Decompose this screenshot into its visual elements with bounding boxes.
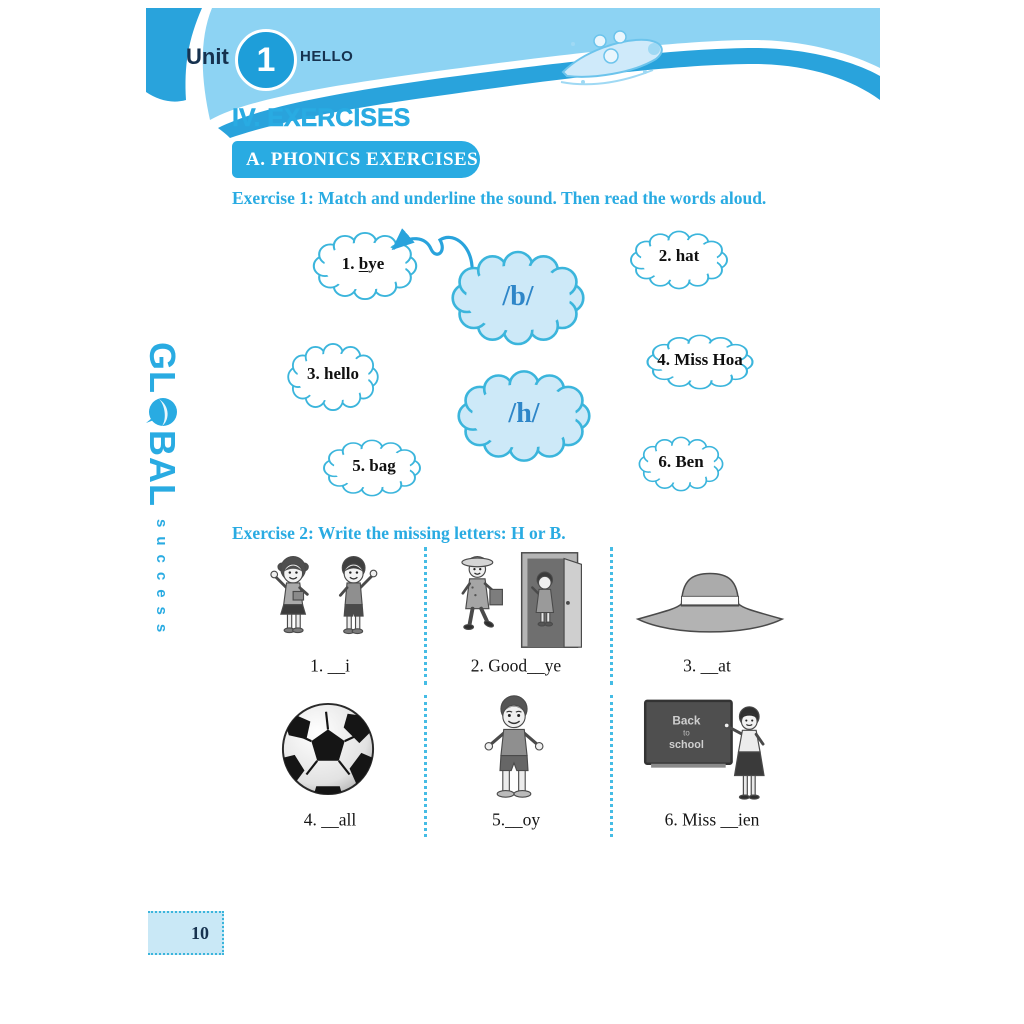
- word-cloud-label-3: 3. hello: [307, 364, 359, 383]
- teacher-at-blackboard-illustration: [641, 695, 779, 803]
- brand-text-gl: GL: [142, 342, 183, 394]
- exercise2-caption-3: 3. __at: [683, 655, 731, 676]
- grid-divider: [424, 547, 427, 685]
- exercise2-caption-1: 1. __i: [310, 655, 350, 676]
- grid-divider: [610, 547, 613, 685]
- exercise2-caption-2: 2. Good__ye: [470, 655, 562, 676]
- unit-label: Unit: [186, 44, 229, 69]
- brand-text-bal: BAL: [142, 430, 183, 507]
- unit-number: 1: [256, 40, 276, 79]
- soccer-ball-illustration: [279, 700, 377, 798]
- global-success-watermark: [142, 342, 183, 642]
- boy-standing-illustration: [470, 694, 558, 806]
- word-cloud-label-6: 6. Ben: [658, 452, 704, 471]
- hat-illustration: [634, 562, 786, 642]
- page-number-box: [148, 911, 224, 955]
- brand-tagline: success: [153, 519, 171, 642]
- exercise1-instruction: Exercise 1: Match and underline the sound. Then read the words aloud.: [232, 188, 767, 208]
- two-kids-waving-illustration: [255, 548, 405, 652]
- page-number: 10: [191, 922, 209, 943]
- word-cloud-label-4: 4. Miss Hoa: [657, 350, 743, 369]
- exercise2-instruction: Exercise 2: Write the missing letters: H or B.: [232, 523, 566, 543]
- grid-divider: [610, 695, 613, 837]
- blackboard-text-line2: to: [683, 728, 690, 738]
- word-cloud-label-5: 5. bag: [352, 456, 396, 475]
- blackboard-text-line1: Back: [672, 714, 701, 728]
- word-cloud-label-1: 1. bye: [341, 254, 385, 273]
- exercise2-caption-5: 5.__oy: [491, 809, 541, 830]
- word-cloud-label-2: 2. hat: [658, 246, 700, 265]
- unit-title: HELLO: [300, 48, 354, 65]
- globe-icon: [145, 395, 179, 429]
- girl-leaving-through-door-illustration: [439, 547, 587, 653]
- sound-cloud-label-b: /b/: [502, 281, 534, 312]
- grid-divider: [424, 695, 427, 837]
- exercise2-caption-4: 4. __all: [303, 809, 357, 830]
- section-title: IV. EXERCISES: [232, 104, 411, 132]
- sound-cloud-label-h: /h/: [508, 398, 540, 429]
- exercise2-caption-6: 6. Miss __ien: [664, 809, 760, 830]
- subsection-title: A. PHONICS EXERCISES: [246, 148, 479, 170]
- blackboard-text-line3: school: [669, 739, 704, 752]
